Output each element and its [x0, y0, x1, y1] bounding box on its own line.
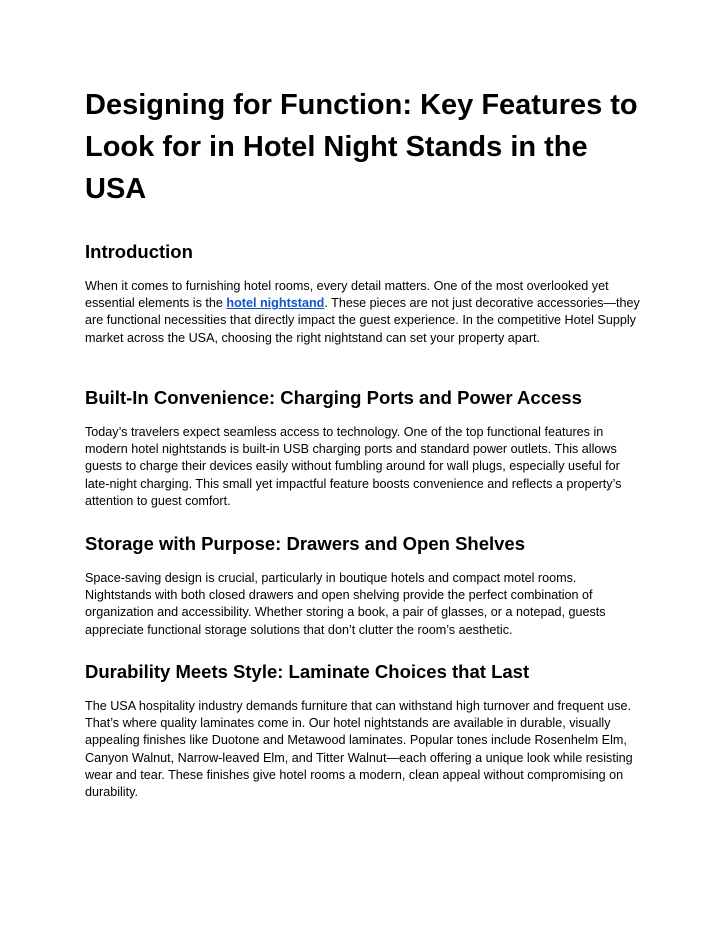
section-heading-durability-meets-style: Durability Meets Style: Laminate Choices that Last	[85, 661, 530, 682]
section-body-built-in-convenience: Today’s travelers expect seamless access to technology. One of the top functional features in modern hotel nightstands is built-in USB charging ports and standard power outlets. This allows guests to charge their devices easily without fumbling around for wall plugs, especially useful for late-night charging. This small yet impactful feature boosts convenience and reflects a property’s attention to guest comfort.	[85, 425, 622, 508]
section-heading-storage-with-purpose: Storage with Purpose: Drawers and Open Shelves	[85, 533, 526, 554]
section-body-introduction	[85, 278, 645, 347]
hotel-nightstand-link[interactable]: hotel nightstand	[226, 296, 325, 311]
section-body-durability-meets-style: The USA hospitality industry demands furniture that can withstand high turnover and frequent use. That’s where quality laminates come in. Our hotel nightstands are available in durable, visually appealing finishes like Duotone and Metawood laminates. Popular tones include Rosenhelm Elm, Canyon Walnut, Narrow-leaved Elm, and Titter Walnut—each offering a unique look while resisting wear and tear. These finishes give hotel rooms a modern, clean appeal without compromising on durability.	[85, 699, 633, 800]
section-heading-built-in-convenience: Built-In Convenience: Charging Ports and Power Access	[85, 387, 582, 408]
intro-text-after-link: . These pieces are not just decorative accessories—they are functional necessities that directly impact the guest experience. In the competitive Hotel Supply market across the USA, choosing the right nightstand can set your property apart.	[85, 296, 640, 345]
section-heading-introduction: Introduction	[85, 241, 193, 262]
intro-text-before-link: When it comes to furnishing hotel rooms, every detail matters. One of the most overlooked yet essential elements is the	[85, 279, 609, 311]
page-title: Designing for Function: Key Features to Look for in Hotel Night Stands in the USA	[85, 89, 638, 205]
section-body-storage-with-purpose: Space-saving design is crucial, particularly in boutique hotels and compact motel rooms. Nightstands with both closed drawers and open shelving provide the perfect combination of organization and accessibility. Whether storing a book, a pair of glasses, or a notepad, guests appreciate functional storage solutions that don’t clutter the room’s aesthetic.	[85, 571, 606, 637]
